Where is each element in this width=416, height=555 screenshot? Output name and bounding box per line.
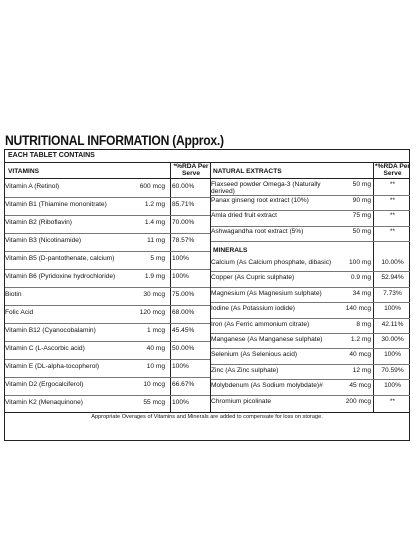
table-row <box>211 379 410 394</box>
nutrient-amount: 12 mg <box>352 366 371 374</box>
nutrient-amount: 140 mcg <box>345 305 371 313</box>
table-row <box>5 215 210 233</box>
nutrient-rda: ** <box>389 196 396 204</box>
table-row <box>211 318 410 333</box>
page-title: NUTRITIONAL INFORMATION (Approx.) <box>5 133 224 148</box>
nutrient-rda: ** <box>389 227 396 235</box>
nutrient-amount: 10 mg <box>146 363 165 370</box>
nutrient-rda: 100% <box>172 363 189 370</box>
nutrient-rda: 30.00% <box>381 336 404 343</box>
nutrient-name: Folic Acid <box>5 309 34 316</box>
nutrient-amount: 120 mcg <box>139 309 165 316</box>
nutrient-rda: 100% <box>172 399 189 406</box>
nutrient-amount: 11 mg <box>147 237 165 244</box>
nutrient-rda: ** <box>389 212 396 219</box>
table-row <box>211 348 410 363</box>
nutrient-name: Vitamin A (Retinol) <box>5 183 60 190</box>
extracts-header: NATURAL EXTRACTS <box>213 168 282 175</box>
footnote: Appropriate Overages of Vitamins and Minerals are added to compensate for loss on storage. <box>91 414 323 420</box>
nutrient-amount: 1.2 mg <box>144 201 165 208</box>
nutrient-rda: 60.00% <box>172 183 195 190</box>
table-row <box>211 271 410 286</box>
table-row <box>5 233 210 251</box>
nutrient-name: Vitamin K2 (Menaquinone) <box>5 399 83 406</box>
nutrient-amount: 34 mg <box>352 289 371 297</box>
nutrient-rda: 85.71% <box>172 201 195 208</box>
nutrient-name: Vitamin B1 (Thiamine mononitrate) <box>5 201 107 208</box>
nutrient-rda: 50.00% <box>172 345 195 352</box>
nutrient-rda: 52.94% <box>381 274 404 282</box>
table-row <box>211 395 410 410</box>
nutrient-name: Amla dried fruit extract <box>211 212 277 219</box>
nutrient-name: Chromium picolinate <box>211 397 272 405</box>
nutrient-name: Copper (As Cupric sulphate) <box>211 274 295 282</box>
nutrient-rda: 100% <box>384 305 401 313</box>
table-row <box>5 251 210 269</box>
nutrient-amount: 1.4 mg <box>144 219 165 226</box>
nutrient-name: Vitamin B6 (Pyridoxine hydrochloride) <box>5 273 116 280</box>
nutrition-table <box>4 149 410 441</box>
nutrient-name: Iodine (As Potassium iodide) <box>211 305 295 313</box>
nutrient-amount: 100 mg <box>349 259 371 266</box>
nutrient-rda: 68.00% <box>172 309 195 316</box>
nutrient-amount: 1.2 mg <box>350 336 371 343</box>
nutrient-name: Vitamin D2 (Ergocalciferol) <box>5 381 84 388</box>
table-row <box>211 210 410 226</box>
nutrient-rda: ** <box>389 397 396 405</box>
table-row <box>211 287 410 302</box>
nutrient-amount: 10 mcg <box>143 381 165 388</box>
nutrient-amount: 75 mg <box>352 212 371 219</box>
nutrient-rda: 100% <box>172 273 189 280</box>
nutrient-rda: 66.67% <box>172 381 195 388</box>
nutrient-name: Selenium (As Selenious acid) <box>211 351 298 359</box>
minerals-header: MINERALS <box>213 247 248 254</box>
nutrient-name: Manganese (As Manganese sulphate) <box>211 336 323 343</box>
nutrient-rda: 70.59% <box>381 366 404 374</box>
table-row <box>5 359 210 377</box>
nutrient-amount: 200 mcg <box>345 397 371 405</box>
nutrient-amount: 45 mcg <box>349 382 371 390</box>
table-row <box>211 333 410 348</box>
table-row <box>211 226 410 242</box>
nutrient-name: Vitamin B2 (Riboflavin) <box>5 219 72 226</box>
nutrient-name: Magnesium (As Magnesium sulphate) <box>211 289 322 297</box>
nutrient-rda: 100% <box>384 382 401 390</box>
extracts-rda-header: *%RDA Per Serve <box>375 163 410 177</box>
divider <box>5 412 409 413</box>
nutrient-amount: 50 mg <box>352 181 371 188</box>
nutrient-name: Vitamin B3 (Nicotinamide) <box>5 237 82 244</box>
table-row <box>5 323 210 341</box>
nutrient-name: Panax ginseng root extract (10%) <box>211 196 309 204</box>
table-row <box>5 287 210 305</box>
nutrient-amount: 1 mcg <box>147 327 165 334</box>
nutrient-name: Vitamin E (DL-alpha-tocopherol) <box>5 363 100 370</box>
nutrient-amount: 30 mcg <box>143 291 165 298</box>
table-row <box>5 377 210 395</box>
table-row <box>5 197 210 215</box>
table-subtitle: EACH TABLET CONTAINS <box>8 152 95 159</box>
nutrient-rda: 100% <box>384 351 401 359</box>
nutrient-name: Vitamin B5 (D-pantothenate, calcium) <box>5 255 115 262</box>
nutrient-amount: 5 mg <box>150 255 165 262</box>
table-row <box>211 195 410 211</box>
nutrient-name: Vitamin C (L-Ascorbic acid) <box>5 345 85 352</box>
table-row <box>5 179 210 197</box>
table-row <box>211 364 410 379</box>
nutrient-name: Biotin <box>5 291 22 298</box>
nutrient-rda: 42.11% <box>381 320 404 328</box>
table-row <box>211 302 410 317</box>
nutrient-amount: 8 mg <box>356 320 371 328</box>
nutrient-name: Ashwagandha root extract (5%) <box>211 227 304 235</box>
table-row <box>5 269 210 287</box>
vitamins-rda-header: *%RDA Per Serve <box>173 163 209 177</box>
table-row <box>211 256 410 271</box>
nutrient-amount: 50 mg <box>352 227 371 235</box>
nutrient-rda: ** <box>389 181 396 188</box>
row-divider <box>211 241 410 242</box>
table-row <box>5 395 210 413</box>
nutrient-rda: 70.00% <box>172 219 195 226</box>
vitamins-header: VITAMINS <box>8 168 40 175</box>
nutrient-amount: 90 mg <box>352 196 371 204</box>
nutrient-amount: 55 mcg <box>143 399 165 406</box>
nutrient-amount: 600 mcg <box>139 183 165 190</box>
nutrient-amount: 40 mg <box>146 345 165 352</box>
nutrient-rda: 45.45% <box>172 327 195 334</box>
table-row <box>5 305 210 323</box>
table-row <box>211 179 410 195</box>
nutrient-name: Flaxseed powder Omega-3 (Naturally derived) <box>211 181 321 195</box>
nutrient-amount: 40 mcg <box>349 351 371 359</box>
nutrient-name: Iron (As Ferric ammonium citrate) <box>211 320 310 328</box>
nutrient-amount: 0.9 mg <box>350 274 371 282</box>
nutrient-name: Zinc (As Zinc sulphate) <box>211 366 279 374</box>
nutrient-amount: 1.9 mg <box>144 273 165 280</box>
nutrient-name: Calcium (As Calcium phosphate, dibasic) <box>211 259 332 266</box>
nutrient-name: Molybdenum (As Sodium molybdate)# <box>211 382 323 390</box>
nutrient-name: Vitamin B12 (Cyanocobalamin) <box>5 327 96 334</box>
nutrient-rda: 7.73% <box>383 289 402 297</box>
nutrient-rda: 78.57% <box>172 237 195 244</box>
nutrient-rda: 100% <box>172 255 189 262</box>
table-row <box>5 341 210 359</box>
nutrient-rda: 75.00% <box>172 291 195 298</box>
nutrient-rda: 10.00% <box>381 259 404 266</box>
